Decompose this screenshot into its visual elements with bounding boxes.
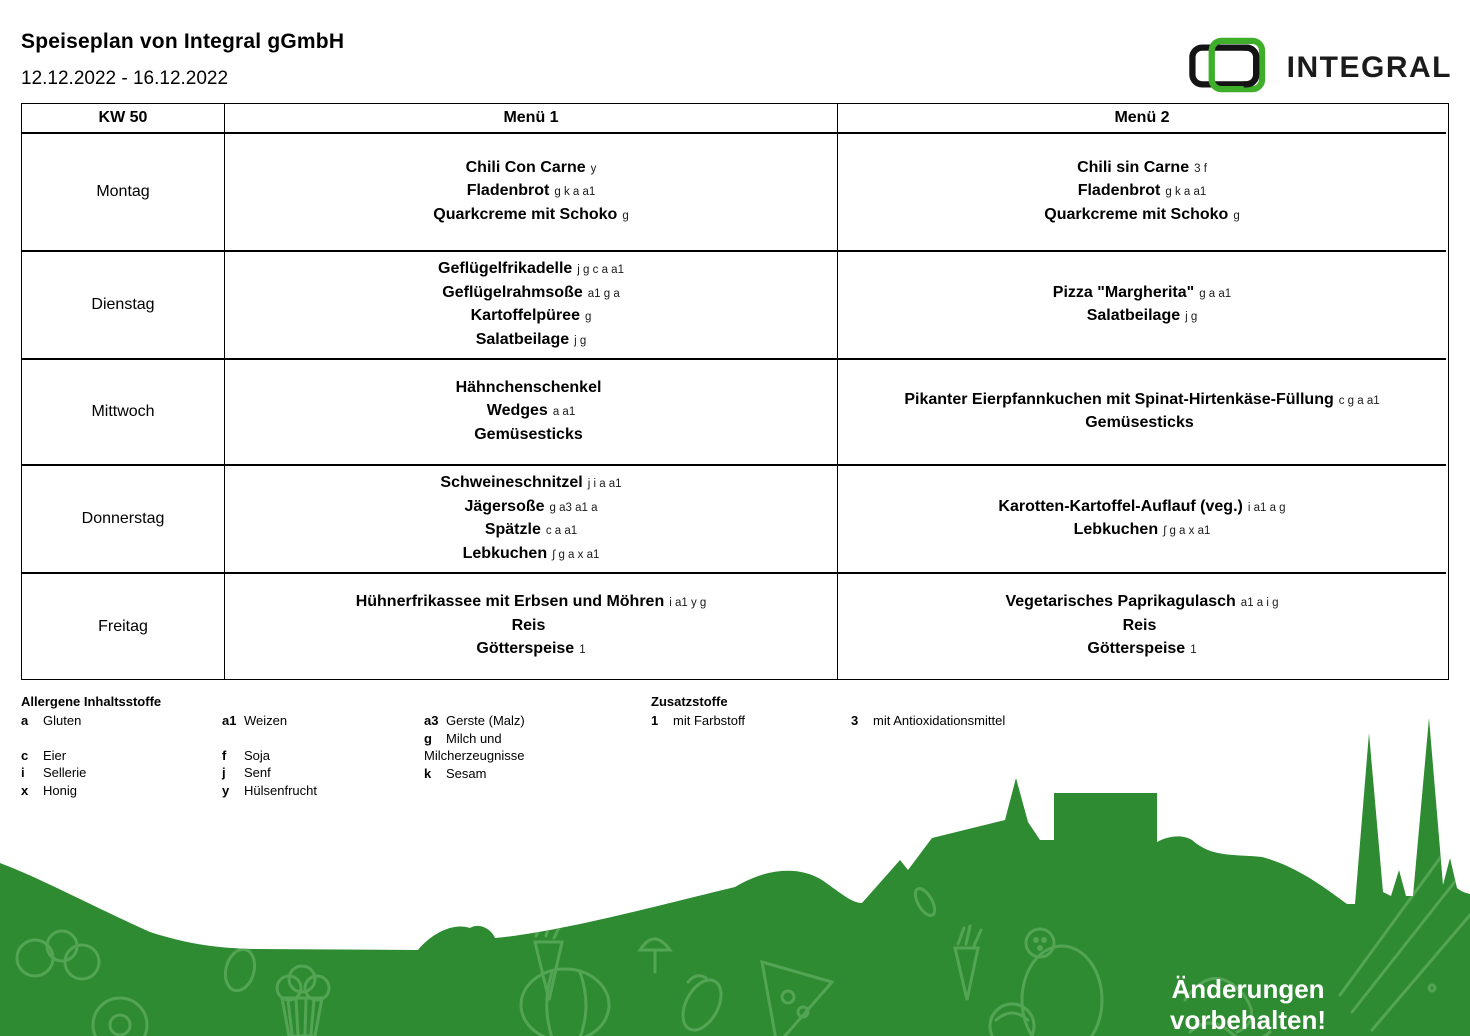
legend-label: Senf [244,765,271,780]
dish-line [487,400,575,424]
day-label-mittwoch: Mittwoch [22,358,224,464]
dish-line [1087,638,1196,662]
dish-name: Pikanter Eierpfannkuchen mit Spinat-Hirtenkäse-Füllung [904,390,1334,408]
dish-name: Fladenbrot [466,182,550,200]
dish-line [464,496,597,520]
dish-name: Fladenbrot [1077,182,1161,200]
dish-line [1087,305,1198,329]
col-header-menu2: Menü 2 [837,104,1446,132]
menu2-dienstag [837,250,1446,358]
legend-code: c [21,747,29,763]
dish-name: Schweineschnitzel [440,474,583,491]
allergen-codes: g a a1 [1199,287,1232,300]
allergen-codes: j g [1185,311,1198,323]
legend-code: a3 [424,713,439,728]
allergen-codes: a1 g a [587,287,620,300]
dish-name: Gemüsesticks [474,425,583,443]
allergen-codes: ∫ g a x a1 [552,548,600,561]
dish-name: Lebkuchen [1073,521,1159,538]
allergen-codes: a a1 [552,406,576,419]
dish-name: Pizza "Margherita" [1052,283,1195,301]
dish-line [442,282,619,306]
dish-line [1078,180,1207,204]
allergen-codes: j g [574,334,587,347]
legend-label: mit Antioxidationsmittel [873,713,1006,728]
menu1-freitag [224,572,837,679]
dish-name: Götterspeise [476,640,575,658]
allergen-codes: y [590,162,597,175]
legend-label: Hülsenfrucht [244,782,317,798]
dish-line [474,424,588,448]
dish-name: Reis [1122,616,1157,634]
menu1-donnerstag [224,464,837,572]
dish-name: Kartoffelpüree [470,307,580,324]
dish-name: Hühnerfrikassee mit Erbsen und Möhren [355,593,665,611]
dish-name: Geflügelfrikadelle [438,260,573,277]
page-title: Speiseplan von Integral gGmbH [21,30,345,53]
menu2-freitag [837,572,1446,679]
legend-code: a [21,713,29,728]
menu1-dienstag [224,250,837,358]
legend-code: j [222,765,226,780]
dish-name: Chili Con Carne [465,158,586,176]
allergen-codes: 1 [579,644,586,657]
dish-line [356,591,707,615]
legend-code: g [424,730,432,746]
allergen-codes: 1 [1190,644,1197,657]
legend-label: Gluten [43,713,82,728]
legend-code: a1 [222,713,237,728]
allergen-codes: c a a1 [545,525,578,537]
allergen-codes: j g c a a1 [577,264,624,276]
legend-code: 3 [851,713,859,728]
allergen-codes: i a1 a g [1247,501,1286,514]
integral-logo [1186,36,1452,99]
legend-code: 1 [651,713,659,728]
legend-label: Gerste (Malz) [446,713,525,728]
allergen-codes: c g a a1 [1338,394,1380,407]
day-label-dienstag: Dienstag [22,250,224,358]
dish-line [904,389,1379,413]
dish-name: Wedges [486,402,548,420]
legend-label: mit Farbstoff [673,713,746,728]
dish-line [467,180,596,204]
legend-label: Soja [244,747,271,763]
dish-name: Geflügelrahmsoße [442,283,583,301]
dish-name: Götterspeise [1087,640,1186,658]
date-range: 12.12.2022 - 16.12.2022 [21,68,229,89]
dish-line [433,204,628,228]
dish-line [1044,204,1239,228]
allergens-title: Allergene Inhaltsstoffe [21,694,162,709]
allergen-codes: ∫ g a x a1 [1163,525,1211,537]
col-header-menu1: Menü 1 [224,104,837,132]
dish-line [1123,615,1162,639]
dish-line [471,305,592,329]
legend-label: Weizen [244,713,288,728]
allergen-codes: g a3 a1 a [549,501,598,514]
day-label-freitag: Freitag [22,572,224,679]
allergen-codes: g [584,311,592,323]
dish-name: Quarkcreme mit Schoko [433,205,618,223]
dish-name: Salatbeilage [1086,307,1181,324]
meal-plan-table [21,103,1449,680]
dish-line [466,157,597,181]
allergen-codes: j i a a1 [587,478,622,490]
allergen-codes: 3 f [1194,162,1207,175]
additives-title: Zusatzstoffe [651,694,728,709]
dish-line [998,496,1285,520]
legend-label: Milch und Milcherzeugnisse [424,730,525,763]
dish-name: Salatbeilage [475,330,570,348]
dish-line [1005,591,1278,615]
allergen-codes: g k a a1 [554,186,596,199]
legend-label: Honig [43,782,77,798]
dish-name: Chili sin Carne [1077,158,1190,176]
allergen-codes: i a1 y g [669,597,707,610]
legend-label: Sellerie [43,765,87,780]
dish-name: Hähnchenschenkel [455,378,602,396]
dish-line [463,543,600,567]
dish-name: Spätzle [484,521,541,538]
dish-line [476,638,585,662]
dish-line [476,329,587,353]
legend-code: i [21,765,25,780]
legend-code: y [222,782,230,798]
logo-wordmark: INTEGRAL [1286,50,1452,84]
dish-name: Reis [511,616,546,634]
legend-code: k [424,765,432,781]
allergen-codes: g [622,209,629,222]
dish-name: Karotten-Kartoffel-Auflauf (veg.) [998,497,1243,515]
dish-line [485,519,577,543]
menu2-donnerstag [837,464,1446,572]
col-header-week: KW 50 [98,109,148,126]
legend-label: Eier [43,747,67,763]
dish-line [1077,157,1207,181]
allergen-codes: g [1233,209,1240,222]
menu1-mittwoch [224,358,837,464]
dish-line [1074,519,1211,543]
day-label-donnerstag: Donnerstag [22,464,224,572]
menu2-mittwoch [837,358,1446,464]
dish-line [1085,412,1199,436]
legend-code: f [222,747,227,763]
dish-name: Jägersoße [464,497,545,515]
allergen-codes: g k a a1 [1165,186,1207,199]
dish-line [1053,282,1231,306]
dish-line [512,615,551,639]
integral-logo-icon [1186,36,1281,99]
dish-line [440,472,621,496]
allergen-codes: a1 a i g [1240,597,1279,610]
dish-name: Quarkcreme mit Schoko [1044,205,1229,223]
menu1-montag [224,132,837,250]
footer-notice: Änderungen vorbehalten! [1169,974,1327,1035]
dish-name: Gemüsesticks [1085,414,1194,431]
dish-line [438,258,624,282]
dish-name: Vegetarisches Paprikagulasch [1005,593,1236,611]
dish-name: Lebkuchen [462,544,548,562]
menu2-montag [837,132,1446,250]
dish-line [456,377,607,401]
legend-code: x [21,782,29,798]
day-label-montag: Montag [22,132,224,250]
legend-label: Sesam [446,765,487,781]
